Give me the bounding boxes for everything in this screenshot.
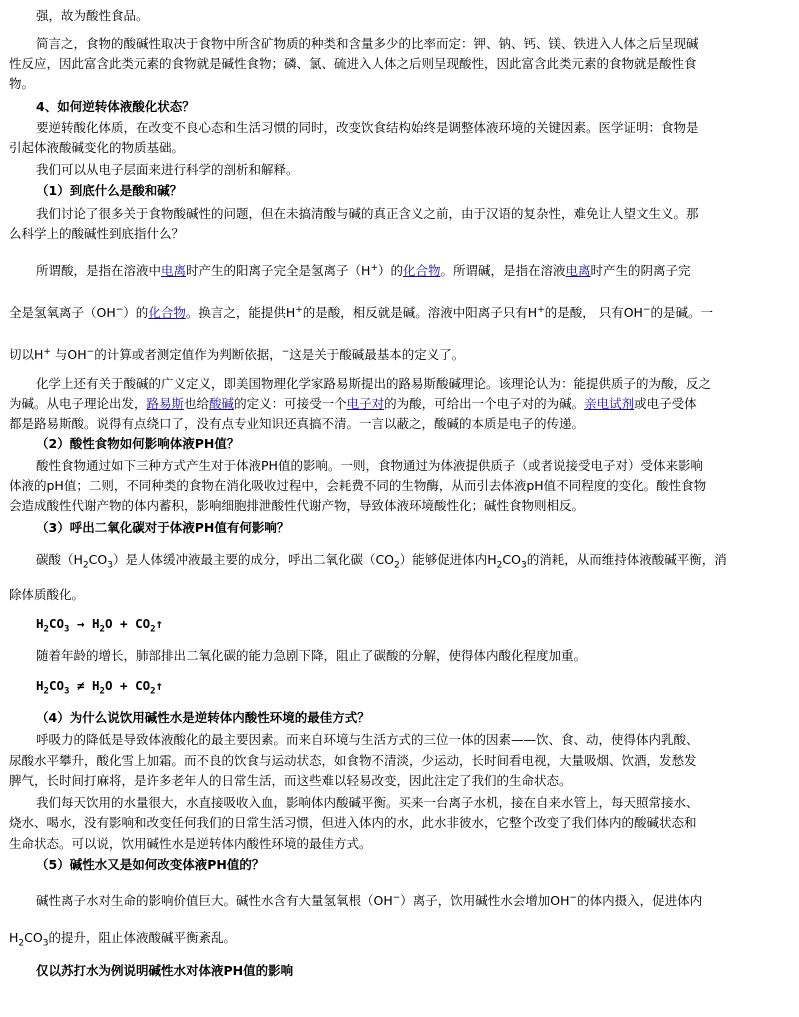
up-arrow-icon: ↑	[155, 616, 164, 631]
paragraph-line: 生命状态。可以说，饮用碱性水是逆转体内酸性环境的最佳方式。	[9, 836, 372, 851]
link-huahewu[interactable]: 化合物	[403, 263, 441, 278]
link-qindianshiji[interactable]: 亲电试剂	[584, 396, 635, 411]
paragraph-line: 体液的pH值；二则，不同种类的食物在消化吸收过程中，会耗费不同的生物酶，从而引去体液pH值不同程度的变化。酸性食物	[9, 478, 707, 493]
paragraph-line: 我们讨论了很多关于食物酸碱性的问题，但在未搞清酸与碱的真正含义之前，由于汉语的复杂性，难免让人望文生义。那	[36, 206, 699, 221]
link-dianli-2[interactable]: 电离	[565, 263, 591, 278]
up-arrow-icon: ↑	[155, 678, 164, 693]
paragraph-line: 引起体液酸碱变化的物质基础。	[9, 140, 185, 155]
section-heading: 仅以苏打水为例说明碱性水对体液PH值的影响	[36, 963, 294, 978]
paragraph-line: 全是氢氧离子（OH−）的化合物。换言之，能提供H+的是酸，相反就是碱。溶液中阳离子只有H+的是酸， 只有OH−的是碱。一	[9, 304, 714, 320]
paragraph-line: 物。	[9, 76, 35, 91]
paragraph-line: 尿酸水平攀升，酸化雪上加霜。而不良的饮食与运动状态，如食物不清淡，少运动，长时间看电视，大量吸烟、饮酒，发愁发	[9, 753, 697, 768]
link-huahewu-2[interactable]: 化合物	[148, 305, 186, 320]
paragraph-line: 化学上还有关于酸碱的广义定义，即美国物理化学家路易斯提出的路易斯酸碱理论。该理论认为：能提供质子的为酸，反之	[36, 376, 712, 391]
equation: $H_2CO_3 \ne H_2O$ + $CO_2↑$	[36, 678, 164, 697]
paragraph-line: 所谓酸，是指在溶液中电离时产生的阳离子完全是氢离子（H+）的化合物。所谓碱，是指在溶液电离时产生的阴离子完	[36, 262, 691, 278]
link-luyisi[interactable]: 路易斯	[146, 396, 185, 411]
paragraph-line: 除体质酸化。	[9, 587, 85, 602]
subsection-heading: （4）为什么说饮用碱性水是逆转体内酸性环境的最佳方式？	[36, 710, 370, 725]
paragraph-line: 切以H+ 与OH−的计算或者测定值作为判断依据，−这是关于酸碱最基本的定义了。	[9, 346, 465, 362]
link-suanjian[interactable]: 酸碱	[209, 396, 235, 411]
paragraph-line: 会造成酸性代谢产物的体内蓄积，影响细胞排泄酸性代谢产物，导致体液环境酸性化；碱性食物则相反。	[9, 498, 585, 513]
subsection-heading: （1）到底什么是酸和碱？	[36, 183, 183, 198]
paragraph-line: 烧水、喝水，没有影响和改变任何我们的日常生活习惯，但进入体内的水，此水非彼水，它整个改变了我们体内的酸碱状态和	[9, 815, 697, 830]
section-heading: 4、如何逆转体液酸化状态？	[36, 99, 195, 114]
paragraph-line: 我们每天饮用的水量很大，水直接吸收入血，影响体内酸碱平衡。买来一台离子水机，接在自来水管上，每天照常接水、	[36, 795, 699, 810]
paragraph-line: 要逆转酸化体质，在改变不良心态和生活习惯的同时，改变饮食结构始终是调整体液环境的关键因素。医学证明：食物是	[36, 120, 699, 135]
paragraph-line: 简言之，食物的酸碱性取决于食物中所含矿物质的种类和含量多少的比率而定：钾、钠、钙、镁、铁进入人体之后呈现碱	[36, 36, 699, 51]
subsection-heading: （5）碱性水又是如何改变体液PH值的？	[36, 857, 265, 872]
subsection-heading: （3）呼出二氧化碳对于体液PH值有何影响？	[36, 520, 290, 535]
paragraph-line: 性反应，因此富含此类元素的食物就是碱性食物；磷、氯、硫进入人体之后则呈现酸性，因此富含此类元素的食物就是酸性食	[9, 56, 697, 71]
equation: $H_2CO_3 \to H_2O$ + $CO_2↑$	[36, 616, 164, 635]
paragraph-line: 脾气，长时间打麻将，是许多老年人的日常生活，而这些难以轻易改变，因此注定了我们的生命状态。	[9, 773, 572, 788]
paragraph-line: 我们可以从电子层面来进行科学的剖析和解释。	[36, 162, 299, 177]
paragraph-line: 为碱。从电子理论出发，路易斯也给酸碱的定义：可接受一个电子对的为酸，可给出一个电子对的为碱。亲电试剂或电子受体	[9, 396, 697, 411]
subsection-heading: （2）酸性食物如何影响体液PH值？	[36, 436, 240, 451]
paragraph-line: 强，故为酸性食品。	[36, 8, 149, 23]
paragraph-line: 碳酸$(H_2CO_3)$是人体缓冲液最主要的成分，呼出二氧化碳$(CO_2)$能够促进体内$H_2CO_3$的消耗，从而维持体液酸碱平衡，消	[36, 552, 727, 571]
link-dianzidui[interactable]: 电子对	[346, 396, 385, 411]
paragraph-line: 么科学上的酸碱性到底指什么？	[9, 226, 185, 241]
paragraph-line: 酸性食物通过如下三种方式产生对于体液PH值的影响。一则，食物通过为体液提供质子（或者说接受电子对）受体来影响	[36, 458, 703, 473]
link-dianli[interactable]: 电离	[161, 263, 187, 278]
paragraph-line: 呼吸力的降低是导致体液酸化的最主要因素。而来自环境与生活方式的三位一体的因素——饮、食、动，使得体内乳酸、	[36, 732, 699, 747]
paragraph-line: 碱性离子水对生命的影响价值巨大。碱性水含有大量氢氧根（OH−）离子，饮用碱性水会增加OH−的体内摄入，促进体内	[36, 892, 703, 908]
paragraph-line: 随着年龄的增长，肺部排出二氧化碳的能力急剧下降，阻止了碳酸的分解，使得体内酸化程度加重。	[36, 648, 587, 663]
paragraph-line: $H_2CO_3$的提升，阻止体液酸碱平衡紊乱。	[9, 930, 236, 949]
paragraph-line: 都是路易斯酸。说得有点绕口了，没有点专业知识还真搞不清。一言以蔽之，酸碱的本质是电子的传递。	[9, 416, 585, 431]
